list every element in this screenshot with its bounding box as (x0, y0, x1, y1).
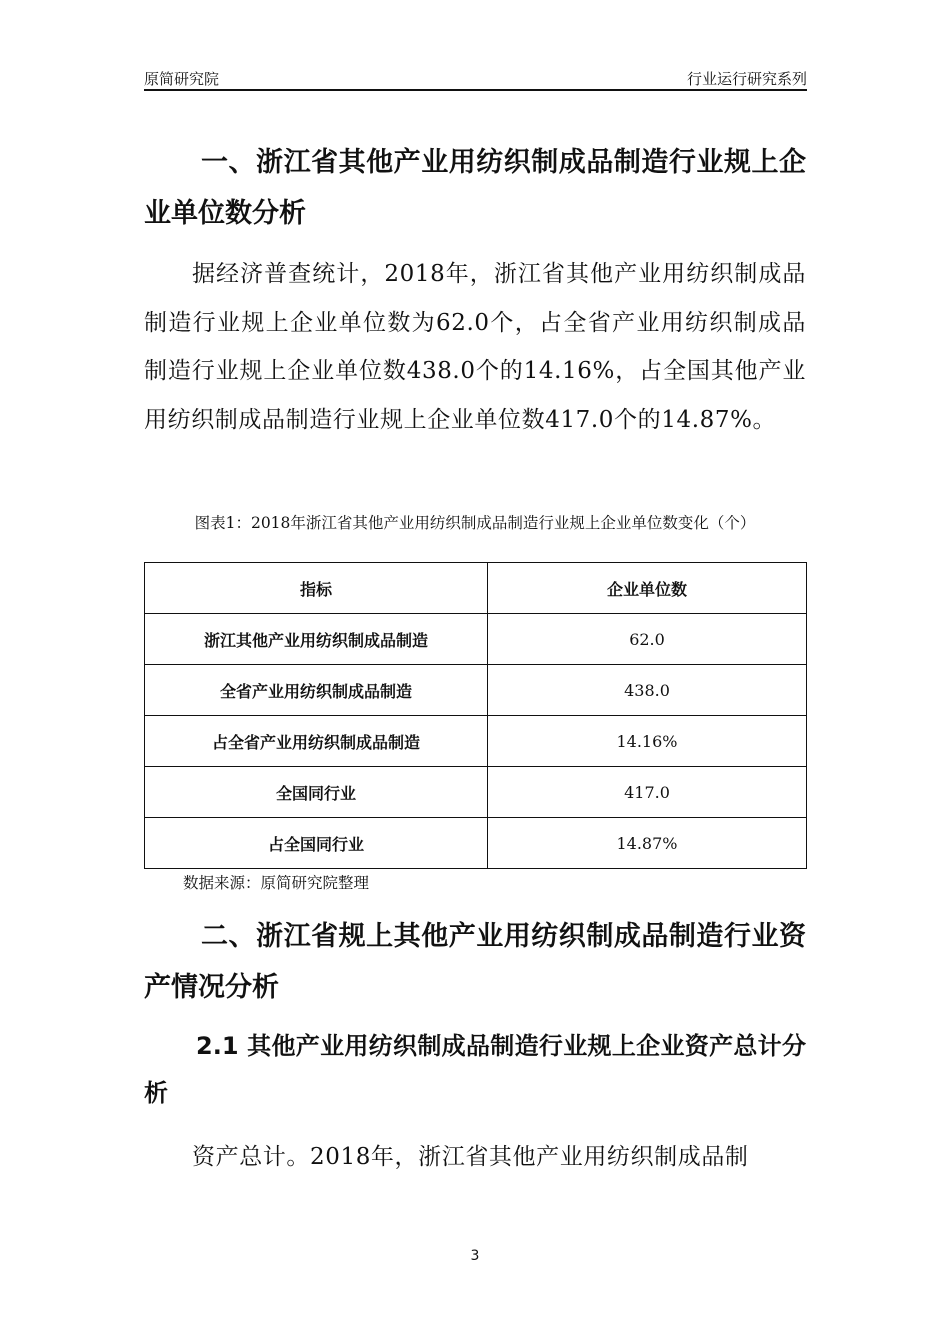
row-label: 浙江其他产业用纺织制成品制造 (145, 614, 488, 665)
section-2-heading: 二、浙江省规上其他产业用纺织制成品制造行业资产情况分析 (144, 921, 806, 1003)
header-org-name: 原简研究院 (144, 70, 220, 88)
row-value: 417.0 (488, 767, 807, 818)
table-row (145, 614, 807, 665)
row-value: 62.0 (488, 614, 807, 665)
section-2-paragraph: 资产总计。2018年，浙江省其他产业用纺织制成品制 (192, 1144, 749, 1170)
table-source: 数据来源：原简研究院整理 (183, 874, 370, 892)
section-1-paragraph: 据经济普查统计，2018年，浙江省其他产业用纺织制成品制造行业规上企业单位数为62.0个，占全省产业用纺织制成品制造行业规上企业单位数438.0个的14.16%，占全国其他产业用纺织制成品制造行业规上企业单位数417.0个的14.87%。 (144, 261, 806, 433)
enterprise-count-table (144, 562, 807, 869)
page-number: 3 (470, 1248, 480, 1264)
table-header-row (145, 563, 807, 614)
column-header-indicator: 指标 (145, 563, 488, 614)
row-label: 全国同行业 (145, 767, 488, 818)
table-row (145, 665, 807, 716)
table-row (145, 716, 807, 767)
row-label: 占全省产业用纺织制成品制造 (145, 716, 488, 767)
column-header-count: 企业单位数 (488, 563, 807, 614)
row-value: 14.16% (488, 716, 807, 767)
table-row (145, 767, 807, 818)
section-1-heading: 一、浙江省其他产业用纺织制成品制造行业规上企业单位数分析 (144, 147, 806, 229)
header-divider (144, 89, 807, 91)
header-series-name: 行业运行研究系列 (686, 70, 807, 88)
row-value: 14.87% (488, 818, 807, 869)
table-caption: 图表1：2018年浙江省其他产业用纺织制成品制造行业规上企业单位数变化（个） (194, 514, 756, 532)
row-value: 438.0 (488, 665, 807, 716)
row-label: 占全国同行业 (145, 818, 488, 869)
row-label: 全省产业用纺织制成品制造 (145, 665, 488, 716)
subsection-2-1-heading: 2.1 其他产业用纺织制成品制造行业规上企业资产总计分析 (144, 1032, 806, 1107)
table-row (145, 818, 807, 869)
